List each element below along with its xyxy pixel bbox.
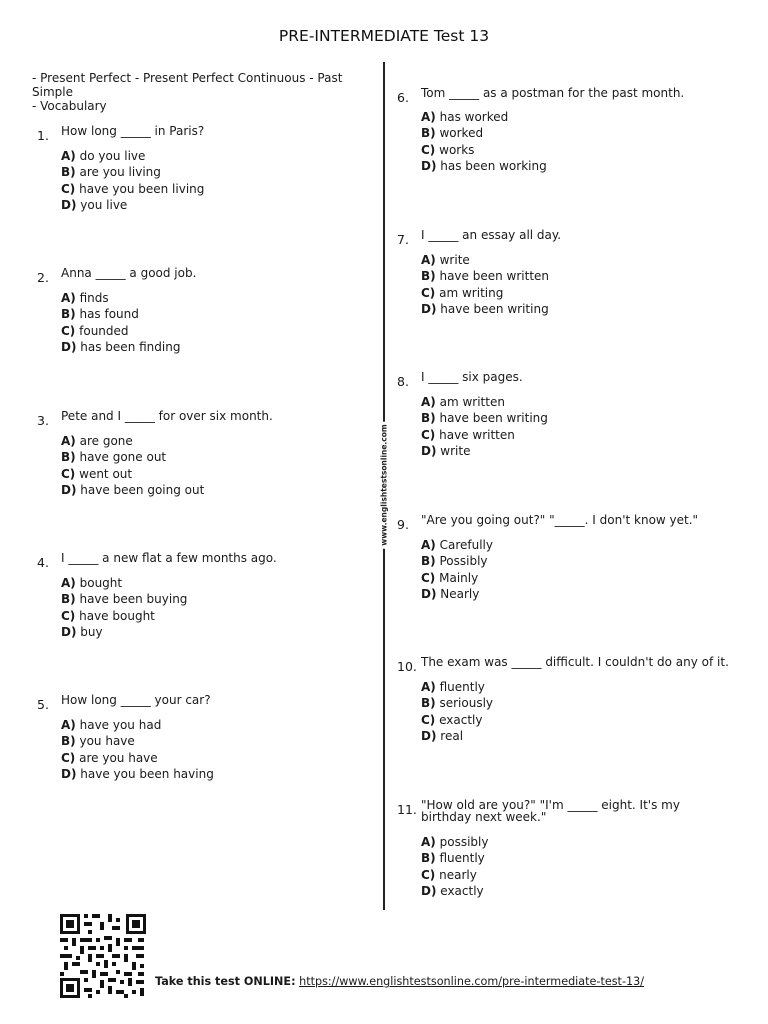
option-text: have bought [79,608,155,623]
option-text: have written [439,427,515,442]
question-stem: "Are you going out?" "_____. I don't know yet." [421,513,699,527]
options-list [421,394,548,460]
option-letter: A) [421,253,436,267]
option-text: fluently [439,851,485,866]
option-letter: B) [421,851,436,866]
option-c[interactable] [421,142,547,158]
option-letter: D) [61,483,77,498]
option-letter: A) [61,718,76,732]
option-text: have been buying [79,592,188,607]
option-text: have you been living [79,181,205,196]
option-text: possibly [439,835,489,849]
option-text: have been written [439,269,550,284]
option-letter: C) [61,181,76,196]
footer-label: Take this test ONLINE: [155,975,296,988]
option-letter: A) [61,149,76,163]
option-text: has been finding [80,340,181,355]
option-b[interactable] [421,410,548,426]
options-list [421,834,488,900]
option-letter: B) [421,269,436,284]
option-text: nearly [439,867,477,882]
option-letter: B) [61,734,76,749]
options-list [61,717,214,783]
option-text: have been writing [440,302,549,317]
option-letter: C) [421,285,436,300]
option-text: have you had [79,718,162,732]
option-text: am written [439,395,505,409]
option-text: you live [80,198,128,213]
option-letter: A) [421,835,436,849]
watermark-text: www.englishtestsonline.com [380,421,389,548]
question-number: 10. [397,659,417,674]
option-letter: C) [421,712,436,727]
option-text: seriously [439,696,494,711]
option-d[interactable] [421,728,493,744]
option-text: worked [439,126,484,141]
option-text: finds [79,291,109,305]
question-stem: Pete and I _____ for over six month. [61,409,273,423]
option-a[interactable] [421,834,488,850]
option-text: Mainly [439,570,479,585]
question-stem: How long _____ in Paris? [61,124,205,138]
option-text: am writing [439,285,504,300]
options-list [61,575,187,641]
question-stem: "How old are you?" "I'm _____ eight. It's my birthday next week." [421,798,680,824]
question-stem: The exam was _____ difficult. I couldn't do any of it. [421,655,729,669]
question-number: 4. [37,555,49,570]
option-letter: B) [421,411,436,426]
option-a[interactable] [421,109,547,125]
option-a[interactable] [421,679,493,695]
option-letter: B) [61,450,76,465]
option-a[interactable] [421,252,549,268]
question-stem: I _____ six pages. [421,370,523,384]
qr-code[interactable] [58,912,148,1000]
option-text: have you been having [80,767,214,782]
option-text: has worked [439,110,509,124]
option-text: founded [79,323,129,338]
options-list [421,252,549,318]
option-text: are you living [79,165,161,180]
option-c[interactable] [61,181,204,197]
option-b[interactable] [421,850,488,866]
option-text: real [440,729,464,744]
option-letter: C) [61,750,76,765]
question-stem: I _____ an essay all day. [421,228,562,242]
option-d[interactable] [421,301,549,317]
option-a[interactable] [61,148,204,164]
page-title: PRE-INTERMEDIATE Test 13 [278,27,490,45]
option-text: fluently [439,680,485,694]
option-letter: A) [61,434,76,448]
option-letter: C) [61,608,76,623]
option-c[interactable] [421,712,493,728]
test-online-link[interactable]: https://www.englishtestsonline.com/pre-intermediate-test-13/ [299,975,644,988]
option-text: have been writing [439,411,548,426]
option-c[interactable] [421,570,493,586]
option-text: are gone [79,434,133,448]
option-b[interactable] [61,164,204,180]
option-letter: D) [61,198,77,213]
option-a[interactable] [421,394,548,410]
option-letter: D) [421,587,437,602]
option-text: do you live [79,149,146,163]
option-d[interactable] [61,624,187,640]
footer [155,975,644,988]
option-letter: A) [421,110,436,124]
question-stem: Tom _____ as a postman for the past month. [421,86,685,100]
option-letter: D) [421,884,437,899]
option-letter: D) [61,340,77,355]
option-letter: B) [421,126,436,141]
question-number: 8. [397,374,409,389]
option-letter: B) [61,592,76,607]
option-c[interactable] [61,466,204,482]
question-stem: How long _____ your car? [61,693,211,707]
option-text: you have [79,734,135,749]
option-letter: C) [421,570,436,585]
option-b[interactable] [421,553,493,569]
option-b[interactable] [421,695,493,711]
option-letter: B) [61,165,76,180]
option-a[interactable] [61,575,187,591]
option-c[interactable] [421,285,549,301]
option-text: has found [79,307,139,322]
option-letter: D) [61,767,77,782]
option-letter: A) [61,576,76,590]
question-stem: I _____ a new flat a few months ago. [61,551,277,565]
topic-grammar: - Present Perfect - Present Perfect Continuous - Past Simple [32,71,343,99]
option-text: Possibly [439,554,488,569]
option-c[interactable] [421,427,548,443]
option-text: write [440,444,471,459]
option-a[interactable] [421,537,493,553]
option-text: went out [79,466,133,481]
question-number: 9. [397,517,409,532]
option-d[interactable] [421,443,548,459]
options-list [421,109,547,175]
option-letter: D) [421,444,437,459]
option-letter: B) [61,307,76,322]
question-number: 7. [397,232,409,247]
option-text: Nearly [440,587,480,602]
question-number: 6. [397,90,409,105]
option-d[interactable] [61,482,204,498]
option-text: buy [80,625,103,640]
option-b[interactable] [61,591,187,607]
option-text: has been working [440,159,547,174]
option-a[interactable] [61,717,214,733]
option-a[interactable] [61,433,204,449]
option-b[interactable] [421,125,547,141]
option-letter: C) [421,142,436,157]
options-list [61,148,204,214]
option-d[interactable] [61,197,204,213]
option-b[interactable] [61,449,204,465]
option-b[interactable] [421,268,549,284]
option-letter: C) [421,867,436,882]
option-a[interactable] [61,290,180,306]
question-stem: Anna _____ a good job. [61,266,197,280]
question-number: 1. [37,128,49,143]
option-b[interactable] [61,306,180,322]
option-text: exactly [439,712,483,727]
option-text: have gone out [79,450,167,465]
option-b[interactable] [61,733,214,749]
option-c[interactable] [421,867,488,883]
question-number: 3. [37,413,49,428]
question-number: 5. [37,697,49,712]
topic-vocabulary: - Vocabulary [32,99,107,113]
option-letter: D) [421,159,437,174]
option-text: Carefully [439,538,493,552]
options-list [421,679,493,745]
option-letter: B) [421,554,436,569]
option-letter: A) [421,680,436,694]
option-text: are you have [79,750,158,765]
options-list [61,290,180,356]
option-d[interactable] [421,158,547,174]
option-c[interactable] [61,750,214,766]
topics-list [32,71,382,113]
option-letter: C) [61,323,76,338]
option-d[interactable] [61,766,214,782]
option-text: have been going out [80,483,205,498]
option-letter: C) [61,466,76,481]
option-letter: D) [421,302,437,317]
options-list [61,433,204,499]
option-c[interactable] [61,608,187,624]
option-text: bought [79,576,123,590]
option-letter: D) [421,729,437,744]
option-letter: D) [61,625,77,640]
option-d[interactable] [421,586,493,602]
option-letter: B) [421,696,436,711]
option-letter: A) [61,291,76,305]
option-text: works [439,142,475,157]
question-number: 2. [37,270,49,285]
option-d[interactable] [61,339,180,355]
option-letter: C) [421,427,436,442]
option-d[interactable] [421,883,488,899]
options-list [421,537,493,603]
option-c[interactable] [61,323,180,339]
option-text: write [439,253,470,267]
question-number: 11. [397,802,417,817]
option-text: exactly [440,884,484,899]
option-letter: A) [421,395,436,409]
option-letter: A) [421,538,436,552]
